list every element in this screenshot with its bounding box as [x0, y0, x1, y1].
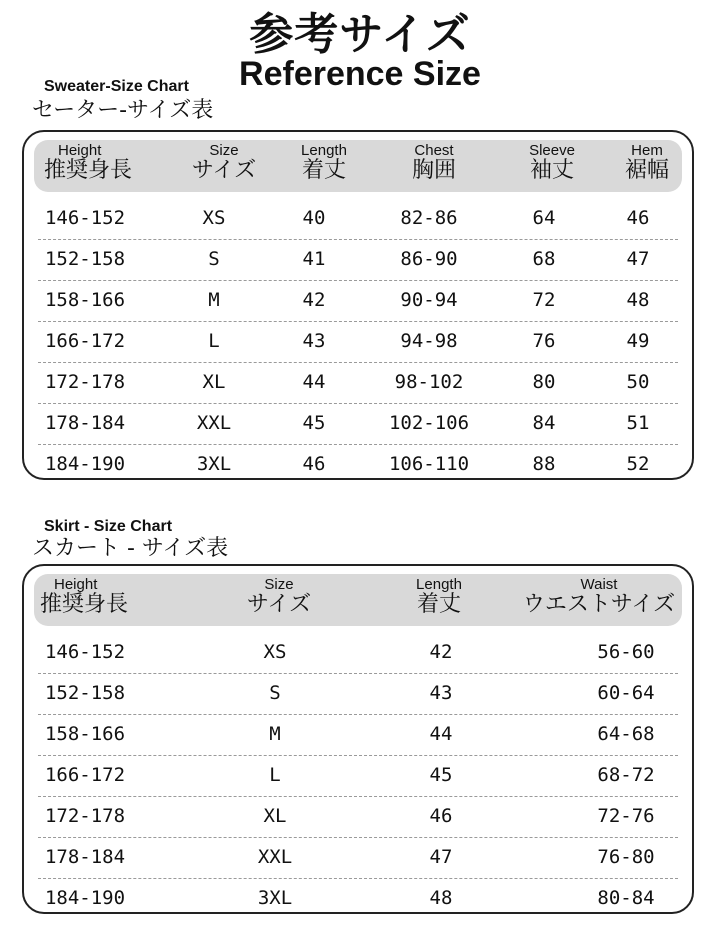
skirt-table [22, 564, 694, 914]
column-header-jp: ウエストサイズ [522, 592, 676, 617]
column-header-jp: 胸囲 [411, 158, 456, 183]
column-header-jp: 着丈 [301, 158, 346, 183]
table-cell: 48 [429, 887, 453, 909]
table-cell: 47 [429, 846, 453, 868]
table-cell: 64 [532, 207, 556, 229]
table-cell: 46 [302, 453, 326, 475]
table-cell: 44 [302, 371, 326, 393]
table-cell: 72-76 [597, 805, 655, 827]
column-header-jp: 推奨身長 [44, 158, 133, 183]
table-cell: 3XL [257, 887, 293, 909]
table-row [38, 444, 678, 485]
table-cell: 3XL [196, 453, 232, 475]
table-cell: 56-60 [597, 641, 655, 663]
table-cell: 68-72 [597, 764, 655, 786]
skirt-title-en: Skirt - Size Chart [44, 518, 173, 535]
table-cell: 82-86 [400, 207, 458, 229]
column-header [514, 574, 684, 626]
column-header-en: Waist [580, 576, 618, 593]
column-header-jp: サイズ [191, 158, 257, 183]
table-cell: 51 [626, 412, 650, 434]
table-cell: 152-158 [44, 248, 126, 270]
table-cell: 172-178 [44, 371, 126, 393]
page-title-jp: 参考サイズ [249, 9, 471, 60]
table-cell: 178-184 [44, 846, 126, 868]
skirt-title-jp: スカート - サイズ表 [32, 536, 229, 561]
table-cell: 86-90 [400, 248, 458, 270]
table-cell: 72 [532, 289, 556, 311]
table-row [38, 673, 678, 715]
table-row [38, 755, 678, 797]
table-cell: M [269, 723, 281, 745]
column-header [274, 140, 374, 192]
table-cell: 90-94 [400, 289, 458, 311]
table-row [38, 878, 678, 919]
table-cell: 41 [302, 248, 326, 270]
table-cell: S [269, 682, 281, 704]
table-cell: 166-172 [44, 330, 126, 352]
column-header [602, 140, 692, 192]
table-cell: 52 [626, 453, 650, 475]
table-cell: 146-152 [44, 207, 126, 229]
table-cell: 172-178 [44, 805, 126, 827]
page-title-en: Reference Size [239, 55, 481, 93]
table-cell: 49 [626, 330, 650, 352]
table-row [38, 796, 678, 838]
column-header-en: Height [58, 142, 102, 159]
column-header [502, 140, 602, 192]
table-row [38, 198, 678, 240]
table-cell: 158-166 [44, 289, 126, 311]
table-row [38, 837, 678, 879]
table-cell: L [269, 764, 281, 786]
table-cell: XS [202, 207, 226, 229]
table-cell: 64-68 [597, 723, 655, 745]
column-header-en: Size [209, 142, 239, 159]
table-cell: M [208, 289, 220, 311]
table-cell: 106-110 [388, 453, 470, 475]
column-header-en: Length [416, 576, 462, 593]
column-header-en: Size [264, 576, 294, 593]
table-cell: 45 [302, 412, 326, 434]
table-row [38, 239, 678, 281]
table-cell: 42 [302, 289, 326, 311]
table-cell: 47 [626, 248, 650, 270]
column-header-jp: 着丈 [416, 592, 461, 617]
table-cell: 84 [532, 412, 556, 434]
table-cell: XL [263, 805, 287, 827]
sweater-title-en: Sweater-Size Chart [44, 78, 189, 95]
table-cell: 50 [626, 371, 650, 393]
table-row [38, 632, 678, 674]
table-cell: 76 [532, 330, 556, 352]
column-header-en: Hem [631, 142, 663, 159]
table-cell: 40 [302, 207, 326, 229]
table-cell: 44 [429, 723, 453, 745]
table-cell: 60-64 [597, 682, 655, 704]
table-cell: 45 [429, 764, 453, 786]
table-cell: XL [202, 371, 226, 393]
table-cell: XXL [257, 846, 293, 868]
column-header-en: Length [301, 142, 347, 159]
table-cell: 43 [302, 330, 326, 352]
table-cell: L [208, 330, 220, 352]
sweater-title-jp: セーター-サイズ表 [32, 98, 214, 123]
table-cell: XXL [196, 412, 232, 434]
table-cell: 76-80 [597, 846, 655, 868]
column-header-en: Height [54, 576, 98, 593]
column-header-en: Chest [414, 142, 454, 159]
table-cell: 94-98 [400, 330, 458, 352]
table-cell: 146-152 [44, 641, 126, 663]
table-cell: 68 [532, 248, 556, 270]
table-row [38, 321, 678, 363]
column-header-jp: 袖丈 [529, 158, 574, 183]
table-cell: 98-102 [394, 371, 464, 393]
table-cell: 152-158 [44, 682, 126, 704]
column-header-en: Sleeve [529, 142, 575, 159]
table-row [38, 403, 678, 445]
column-header [384, 140, 484, 192]
table-cell: 178-184 [44, 412, 126, 434]
column-header-jp: サイズ [246, 592, 312, 617]
table-cell: S [208, 248, 220, 270]
table-cell: 80 [532, 371, 556, 393]
table-cell: 46 [429, 805, 453, 827]
table-cell: 166-172 [44, 764, 126, 786]
table-row [38, 362, 678, 404]
table-cell: 46 [626, 207, 650, 229]
table-cell: 102-106 [388, 412, 470, 434]
table-row [38, 714, 678, 756]
table-row [38, 280, 678, 322]
table-cell: 48 [626, 289, 650, 311]
table-cell: 184-190 [44, 453, 126, 475]
table-cell: 43 [429, 682, 453, 704]
column-header-jp: 推奨身長 [40, 592, 129, 617]
column-header-jp: 裾幅 [624, 158, 669, 183]
column-header [44, 140, 144, 192]
table-cell: 80-84 [597, 887, 655, 909]
column-header [384, 574, 494, 626]
table-cell: 88 [532, 453, 556, 475]
table-cell: 158-166 [44, 723, 126, 745]
column-header [224, 574, 334, 626]
column-header [174, 140, 274, 192]
table-cell: XS [263, 641, 287, 663]
table-cell: 42 [429, 641, 453, 663]
table-cell: 184-190 [44, 887, 126, 909]
column-header [40, 574, 150, 626]
sweater-table [22, 130, 694, 480]
